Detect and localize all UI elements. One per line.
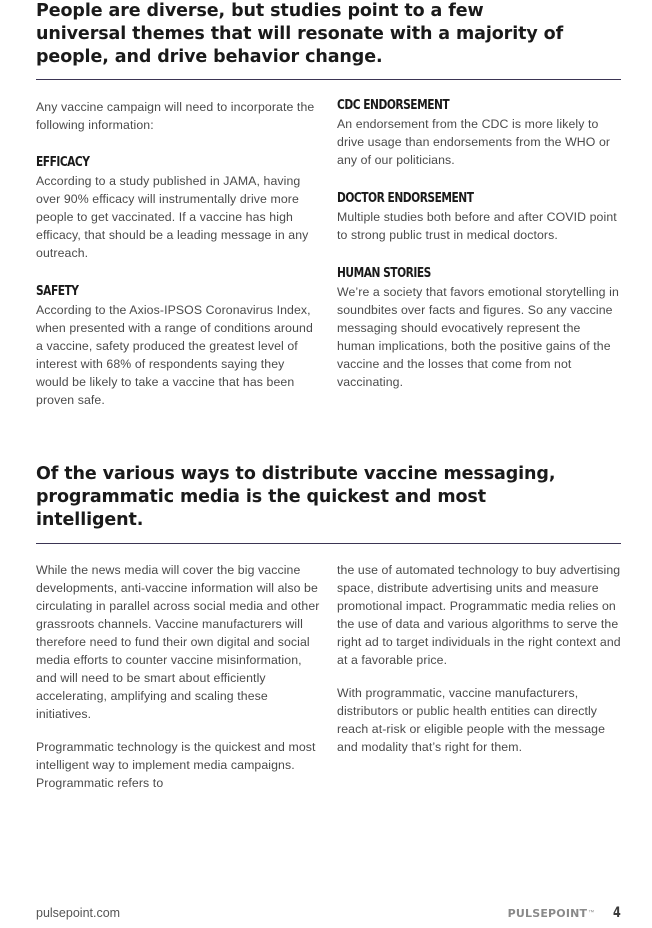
trademark-symbol: ™ bbox=[588, 910, 595, 916]
footer-brand-area bbox=[508, 905, 622, 921]
intro-text: Any vaccine campaign will need to incorporate the following information: bbox=[36, 100, 315, 132]
safety-title: SAFETY bbox=[36, 284, 79, 299]
section1-columns bbox=[36, 96, 621, 409]
doctor-body: Multiple studies both before and after COVID point to strong public trust in medical doctors. bbox=[337, 210, 617, 242]
section2-right-paragraph-1: the use of automated technology to buy advertising space, distribute advertising units and measure promotional impact. Programmatic media relies on the use of data and various algorithms to serve the right ad to target individuals in the right context and at a favorable price. bbox=[337, 563, 621, 667]
cdc-body: An endorsement from the CDC is more likely to drive usage than endorsements from the WHO or any of our politicians. bbox=[337, 117, 611, 167]
section2-right-column bbox=[337, 561, 621, 792]
section1-divider bbox=[36, 79, 621, 80]
section1-left-column bbox=[36, 96, 320, 409]
cdc-title: CDC ENDORSEMENT bbox=[337, 98, 450, 113]
section2-left-paragraph-2: Programmatic technology is the quickest and most intelligent way to implement media campaigns. Programmatic refers to bbox=[36, 740, 316, 790]
page-footer bbox=[36, 903, 622, 923]
efficacy-block bbox=[36, 153, 320, 262]
pulsepoint-logo: PULSEPOINT bbox=[507, 906, 588, 920]
page-number: 4 bbox=[613, 905, 622, 921]
section2-left-column bbox=[36, 561, 320, 792]
section2-headline: Of the various ways to distribute vaccine messaging, programmatic media is the quickest and most intelligent. bbox=[36, 464, 556, 530]
cdc-block bbox=[337, 96, 621, 169]
footer-url-link[interactable]: pulsepoint.com bbox=[36, 906, 121, 920]
page-content bbox=[36, 0, 621, 792]
section2-columns bbox=[36, 561, 621, 792]
safety-body: According to the Axios-IPSOS Coronavirus Index, when presented with a range of conditions around a vaccine, safety produced the greatest level of interest with 68% of respondents saying they would be likely to take a vaccine that has been proven safe. bbox=[36, 303, 313, 407]
stories-body: We’re a society that favors emotional storytelling in soundbites over facts and figures. So any vaccine messaging should evocatively represent the human implications, both the positive gains of the vaccine and the losses that come from not vaccinating. bbox=[337, 285, 619, 389]
section1-right-column bbox=[337, 96, 621, 409]
efficacy-body: According to a study published in JAMA, having over 90% efficacy will instrumentally drive more people to get vaccinated. If a vaccine has high efficacy, that should be a leading message in any outreach. bbox=[36, 174, 309, 260]
section2-divider bbox=[36, 543, 621, 544]
doctor-title: DOCTOR ENDORSEMENT bbox=[337, 191, 474, 206]
stories-title: HUMAN STORIES bbox=[337, 266, 431, 281]
efficacy-title: EFFICACY bbox=[36, 155, 90, 170]
doctor-block bbox=[337, 189, 621, 244]
section2-left-paragraph-1: While the news media will cover the big vaccine developments, anti-vaccine information will also be circulating in parallel across social media and other grassroots channels. Vaccine manufacturers will therefore need to fund their own digital and social media efforts to counter vaccine misinformation, and will need to be smart about efficiently accelerating, amplifying and scaling these initiatives. bbox=[36, 563, 320, 721]
stories-block bbox=[337, 264, 621, 391]
section2-right-paragraph-2: With programmatic, vaccine manufacturers, distributors or public health entities can directly reach at-risk or eligible people with the message and modality that’s right for them. bbox=[337, 686, 606, 754]
safety-block bbox=[36, 282, 320, 409]
section1-headline: People are diverse, but studies point to a few universal themes that will resonate with a majority of people, and drive behavior change. bbox=[36, 1, 564, 67]
